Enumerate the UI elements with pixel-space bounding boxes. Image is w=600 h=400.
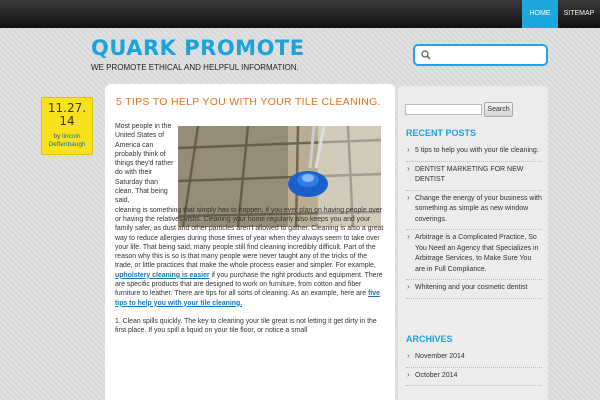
nav-home[interactable]: HOME: [522, 0, 558, 28]
recent-post-item[interactable]: › 5 tips to help you with your tile cleaning.: [406, 143, 542, 162]
post-text-2: if you purchase the right products and equipment. There are specific products that are designed to work on furniture, from cotton and fiber furniture to leather. There are tips for all sorts of cleaning. As an example, here are: [115, 271, 383, 298]
search-icon: [421, 50, 431, 60]
recent-posts-list: [406, 143, 542, 299]
recent-posts-heading: RECENT POSTS: [406, 128, 477, 138]
nav-sitemap[interactable]: SITEMAP: [563, 10, 595, 17]
byline-prefix: by: [53, 133, 61, 140]
sidebar: [398, 86, 548, 400]
archive-item[interactable]: › October 2014: [406, 368, 542, 387]
recent-post-item[interactable]: › DENTIST MARKETING FOR NEW DENTIST: [406, 162, 542, 191]
post-tip-1: 1. Clean spills quickly. The key to cleaning your tile great is not letting it get dirty in the first place. If you spill a liquid on your tile floor, or notice a small: [115, 317, 377, 335]
archives-list: [406, 349, 542, 386]
archives-heading: ARCHIVES: [406, 334, 453, 344]
upholstery-cleaning-link[interactable]: upholstery cleaning is easier: [115, 271, 210, 279]
recent-post-item[interactable]: › Change the energy of your business with something as simple as new window coverings.: [406, 191, 542, 231]
post-author-link[interactable]: lincoln Deffenbaugh: [48, 133, 86, 148]
archive-item[interactable]: › November 2014: [406, 349, 542, 368]
sidebar-search-button[interactable]: Search: [484, 102, 513, 117]
main-nav: [522, 0, 600, 28]
post-intro: Most people in the United States of America can probably think of things they'd rather do with their Saturday than clean. That being said,: [115, 123, 174, 205]
post-paragraph: [115, 206, 385, 308]
recent-post-item[interactable]: › Whitening and your cosmetic dentist: [406, 280, 542, 299]
header-search-input[interactable]: [413, 44, 548, 66]
site-title[interactable]: QUARK PROMOTE: [91, 36, 305, 60]
post-body: [115, 122, 385, 336]
recent-post-item[interactable]: › Arbitrage is a Complicated Practice, So You Need an Agency that Specializes in Arbitrage Services, to Make Sure You are in Full Compliance.: [406, 230, 542, 280]
sidebar-search-input[interactable]: [405, 104, 482, 115]
tile-tips-link[interactable]: five tips to help you with your tile cleaning.: [115, 290, 380, 307]
post-article: [105, 84, 395, 400]
post-title[interactable]: 5 TIPS TO HELP YOU WITH YOUR TILE CLEANING.: [116, 96, 381, 108]
post-date-badge: [41, 97, 93, 155]
post-text-1: cleaning is something that simply has to happen, if you ever plan on having people over or having the relatives visits. Cleaning your home regularly also keeps you and your family safer, as dust and other particles aren't allowed to gather. Cleaning is also a great way to reduce allergies during those times of year when they always seem to take over your life. That being said, many people still find cleaning incredibly difficult. Part of the reason why this is so is that many people were never taught any of the tricks of the trade, or little practices that make the whole process easier and simpler. For example,: [115, 206, 384, 270]
top-bar: [0, 0, 600, 28]
site-tagline: WE PROMOTE ETHICAL AND HELPFUL INFORMATION.: [91, 63, 299, 72]
post-byline: [42, 133, 92, 149]
post-date: 11.27.14: [47, 101, 87, 128]
